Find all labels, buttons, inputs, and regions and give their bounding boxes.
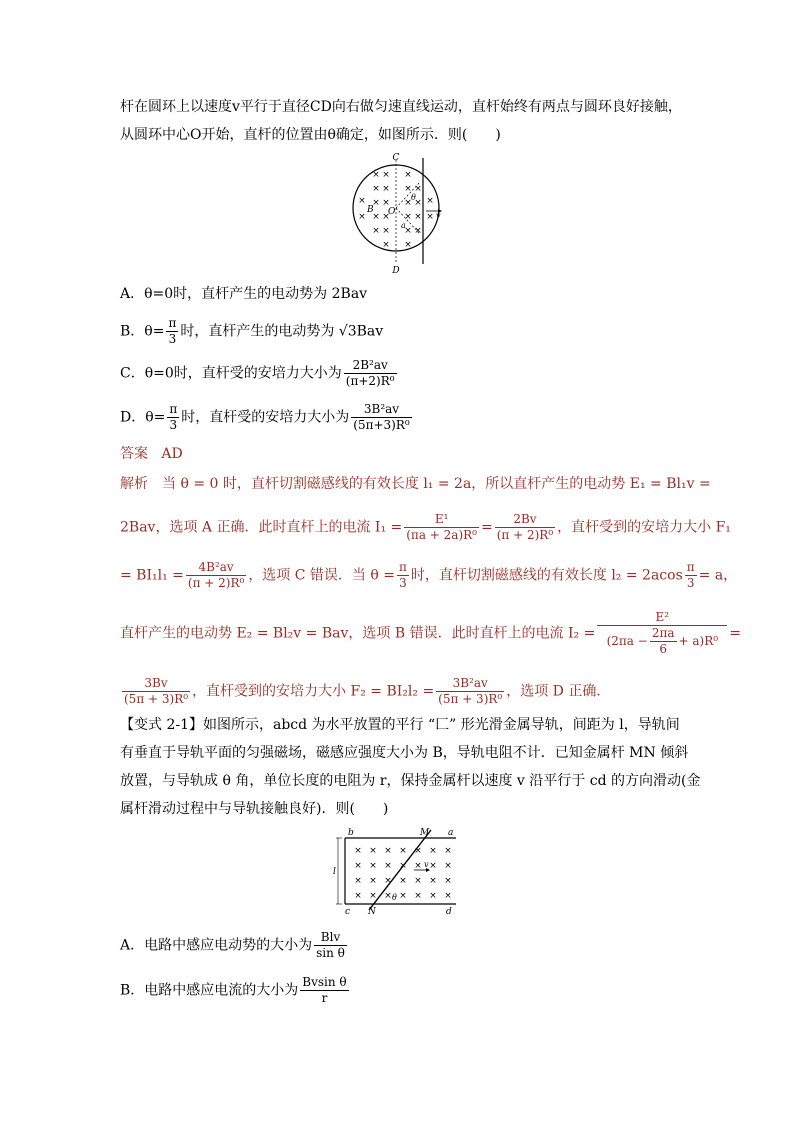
field-cross: × (369, 891, 377, 901)
rail-figure (328, 826, 463, 916)
field-cross: × (384, 846, 392, 856)
analysis-line-4: 直杆产生的电动势 E₂ = Bl₂v = Bav，选项 B 错误．此时直杆上的电流 I₂ = E² (2πa − $\frac{2\pi a}{6}$ + a)R⁰ = (120, 610, 742, 656)
label-a2: a (448, 828, 454, 838)
field-cross: × (429, 876, 437, 886)
field-cross: × (426, 212, 434, 222)
field-cross: × (404, 212, 412, 222)
field-cross: × (426, 196, 434, 206)
field-cross: × (429, 846, 437, 856)
option-2a: A．电路中感应电动势的大小为 $\frac{\text{Blv}}{\text{sin θ}}$ (120, 930, 345, 960)
field-cross: × (358, 212, 366, 222)
field-cross: × (384, 891, 392, 901)
label-theta: θ (411, 193, 416, 202)
intro-line-1: 杆在圆环上以速度v平行于直径CD向右做匀速直线运动，直杆始终有两点与圆环良好接触， (120, 99, 682, 115)
field-cross: × (358, 196, 366, 206)
label-c: C (392, 153, 400, 163)
field-cross: × (399, 876, 407, 886)
field-cross: × (444, 861, 452, 871)
field-cross: × (369, 876, 377, 886)
field-cross: × (382, 184, 390, 194)
field-cross: × (404, 240, 412, 250)
label-b: B (367, 205, 374, 215)
field-cross: × (372, 170, 380, 180)
label-theta2: θ (392, 893, 397, 902)
field-cross: × (429, 861, 437, 871)
label-m: M (420, 828, 430, 838)
field-cross: × (382, 198, 390, 208)
field-cross: × (414, 876, 422, 886)
field-cross: × (404, 184, 412, 194)
field-cross: × (369, 861, 377, 871)
label-o: O (388, 207, 396, 217)
variant-line-1: 【变式 2-1】如图所示，abcd 为水平放置的平行 “匚” 形光滑金属导轨，间距为 l，导轨间 (120, 717, 680, 733)
field-cross: × (444, 891, 452, 901)
field-cross: × (414, 891, 422, 901)
variant-line-2: 有垂直于导轨平面的匀强磁场，磁感应强度大小为 B，导轨电阻不计．已知金属杆 MN 倾斜 (120, 745, 689, 761)
field-cross: × (399, 861, 407, 871)
field-cross: × (414, 198, 422, 208)
analysis-line-5: $\frac{3Bv}{\text{(5π + 3)R⁰}}$ ，直杆受到的安培力大小 F₂ = BI₂l₂ = $\frac{\text{3B²av}}{\text{(5π + 3)R⁰}}$ ，选项 D 正确． (124, 676, 611, 706)
field-cross: × (404, 170, 412, 180)
field-cross: × (404, 226, 412, 236)
option-1c: C．θ=0时，直杆受的安培力大小为 $\frac{\text{2B²av}}{\text{(π+2)R⁰}}$ (120, 358, 395, 388)
label-c2: c (345, 907, 351, 916)
label-l: l (333, 867, 336, 877)
label-n: N (368, 907, 376, 916)
option-2b: B．电路中感应电流的大小为 $\frac{\text{Bvsin θ}}{r}$ (120, 975, 347, 1005)
field-cross: × (372, 212, 380, 222)
option-1d: D．θ= $\frac{\pi}{3}$ 时，直杆受的安培力大小为 $\frac{\text{3B²av}}{\text{(5π+3)R⁰}}$ (120, 402, 410, 432)
field-cross: × (444, 876, 452, 886)
field-cross: × (384, 876, 392, 886)
field-cross: × (399, 846, 407, 856)
field-cross: × (414, 846, 422, 856)
answer-label: 答案 (120, 446, 148, 462)
analysis-line-2: 2Bav，选项 A 正确．此时直杆上的电流 I₁ = $\frac{\text{E¹}}{\text{(πa + 2a)R⁰}}$ = $\frac{2Bv}{\text{(π + 2)R⁰}}$ ，直杆受到的安培力大小 F₁ (120, 512, 731, 542)
field-cross: × (354, 846, 362, 856)
field-cross: × (382, 240, 390, 250)
field-cross: × (354, 891, 362, 901)
circle-field-figure (340, 152, 452, 274)
field-cross: × (414, 226, 422, 236)
field-cross: × (404, 198, 412, 208)
field-cross: × (372, 198, 380, 208)
field-cross: × (382, 226, 390, 236)
field-cross: × (414, 861, 422, 871)
variant-line-3: 放置，与导轨成 θ 角，单位长度的电阻为 r，保持金属杆以速度 v 沿平行于 cd 的方向滑动(金 (120, 773, 701, 789)
field-cross: × (372, 184, 380, 194)
field-cross: × (354, 876, 362, 886)
field-cross: × (354, 861, 362, 871)
label-d2: d (446, 907, 452, 916)
answer-value: AD (161, 446, 183, 462)
analysis-line-3: = BI₁l₁ = $\frac{\text{4B²av}}{\text{(π + 2)R⁰}}$ ，选项 C 错误．当 θ = $\frac{\pi}{3}$ 时，直杆切割磁感线的有效长度 l₂ = 2acos $\frac{\pi}{3}$ = a， (120, 560, 738, 590)
field-cross: × (399, 891, 407, 901)
field-cross: × (384, 861, 392, 871)
answer-line (120, 444, 183, 464)
field-cross: × (382, 170, 390, 180)
label-d: D (392, 266, 400, 274)
field-cross: × (369, 846, 377, 856)
label-b2: b (348, 828, 354, 838)
label-a: a (401, 221, 406, 230)
option-1b: B．θ= $\frac{\pi}{3}$ 时，直杆产生的电动势为 √3Bav (120, 316, 384, 346)
intro-line-2: 从圆环中心O开始，直杆的位置由θ确定，如图所示．则( ) (120, 127, 501, 143)
field-cross: × (444, 846, 452, 856)
analysis-line-1: 解析 当 θ = 0 时，直杆切割磁感线的有效长度 l₁ = 2a，所以直杆产生的电动势 E₁ = Bl₁v = (120, 476, 711, 492)
field-cross: × (414, 184, 422, 194)
label-v: v (436, 211, 441, 220)
variant-line-4: 属杆滑动过程中与导轨接触良好)．则( ) (120, 801, 389, 817)
field-cross: × (382, 212, 390, 222)
option-1a: A．θ=0时，直杆产生的电动势为 2Bav (120, 286, 368, 302)
label-v2: v (424, 860, 429, 869)
field-cross: × (429, 891, 437, 901)
field-cross: × (372, 226, 380, 236)
field-cross: × (414, 212, 422, 222)
